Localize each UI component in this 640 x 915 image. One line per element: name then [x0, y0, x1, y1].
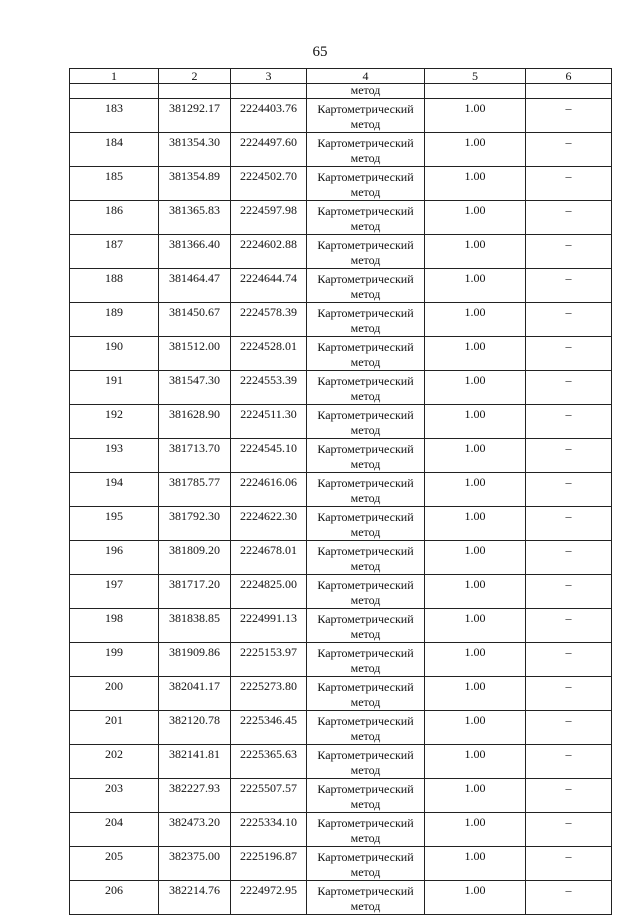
point-number-cell: 198	[70, 609, 159, 643]
y-coordinate-cell: 2225346.45	[231, 711, 307, 745]
table-row	[70, 133, 612, 167]
note-cell: –	[526, 99, 612, 133]
x-coordinate-cell: 382227.93	[159, 779, 231, 813]
y-coordinate-cell: 2224678.01	[231, 541, 307, 575]
column-header-4: 4	[307, 69, 425, 84]
point-number-cell: 203	[70, 779, 159, 813]
continuation-text: метод	[307, 84, 425, 99]
accuracy-cell: 1.00	[425, 439, 526, 473]
x-coordinate-cell: 382214.76	[159, 881, 231, 915]
table-row	[70, 235, 612, 269]
note-cell: –	[526, 609, 612, 643]
continuation-row	[70, 84, 612, 99]
x-coordinate-cell: 381464.47	[159, 269, 231, 303]
note-cell: –	[526, 473, 612, 507]
table-row	[70, 439, 612, 473]
method-cell: Картометрический метод	[307, 473, 425, 507]
x-coordinate-cell: 381354.30	[159, 133, 231, 167]
x-coordinate-cell: 381838.85	[159, 609, 231, 643]
accuracy-cell: 1.00	[425, 371, 526, 405]
y-coordinate-cell: 2225273.80	[231, 677, 307, 711]
accuracy-cell: 1.00	[425, 847, 526, 881]
point-number-cell: 184	[70, 133, 159, 167]
method-cell: Картометрический метод	[307, 609, 425, 643]
point-number-cell: 183	[70, 99, 159, 133]
note-cell: –	[526, 439, 612, 473]
accuracy-cell: 1.00	[425, 609, 526, 643]
table-row	[70, 575, 612, 609]
page-number: 65	[312, 44, 328, 60]
x-coordinate-cell: 382473.20	[159, 813, 231, 847]
y-coordinate-cell: 2224602.88	[231, 235, 307, 269]
table-row	[70, 745, 612, 779]
method-cell: Картометрический метод	[307, 711, 425, 745]
x-coordinate-cell: 382375.00	[159, 847, 231, 881]
accuracy-cell: 1.00	[425, 643, 526, 677]
x-coordinate-cell: 382041.17	[159, 677, 231, 711]
note-cell: –	[526, 235, 612, 269]
note-cell: –	[526, 643, 612, 677]
table-row	[70, 405, 612, 439]
x-coordinate-cell: 381909.86	[159, 643, 231, 677]
x-coordinate-cell: 381365.83	[159, 201, 231, 235]
y-coordinate-cell: 2224597.98	[231, 201, 307, 235]
coordinates-table	[69, 68, 612, 915]
note-cell: –	[526, 133, 612, 167]
method-cell: Картометрический метод	[307, 439, 425, 473]
table-row	[70, 337, 612, 371]
table-row	[70, 167, 612, 201]
accuracy-cell: 1.00	[425, 779, 526, 813]
method-cell: Картометрический метод	[307, 779, 425, 813]
accuracy-cell: 1.00	[425, 337, 526, 371]
y-coordinate-cell: 2224616.06	[231, 473, 307, 507]
method-cell: Картометрический метод	[307, 541, 425, 575]
table-row	[70, 609, 612, 643]
note-cell: –	[526, 541, 612, 575]
note-cell: –	[526, 337, 612, 371]
accuracy-cell: 1.00	[425, 235, 526, 269]
accuracy-cell: 1.00	[425, 133, 526, 167]
x-coordinate-cell: 381292.17	[159, 99, 231, 133]
note-cell: –	[526, 167, 612, 201]
y-coordinate-cell: 2224511.30	[231, 405, 307, 439]
y-coordinate-cell: 2224502.70	[231, 167, 307, 201]
table-row	[70, 99, 612, 133]
table-row	[70, 643, 612, 677]
point-number-cell: 202	[70, 745, 159, 779]
accuracy-cell: 1.00	[425, 201, 526, 235]
accuracy-cell: 1.00	[425, 473, 526, 507]
table-row	[70, 677, 612, 711]
note-cell: –	[526, 269, 612, 303]
x-coordinate-cell: 381450.67	[159, 303, 231, 337]
table-row	[70, 847, 612, 881]
point-number-cell: 194	[70, 473, 159, 507]
method-cell: Картометрический метод	[307, 201, 425, 235]
method-cell: Картометрический метод	[307, 133, 425, 167]
method-cell: Картометрический метод	[307, 371, 425, 405]
x-coordinate-cell: 382141.81	[159, 745, 231, 779]
table-row	[70, 813, 612, 847]
point-number-cell: 190	[70, 337, 159, 371]
point-number-cell: 185	[70, 167, 159, 201]
point-number-cell: 191	[70, 371, 159, 405]
method-cell: Картометрический метод	[307, 405, 425, 439]
method-cell: Картометрический метод	[307, 575, 425, 609]
y-coordinate-cell: 2225334.10	[231, 813, 307, 847]
accuracy-cell: 1.00	[425, 813, 526, 847]
note-cell: –	[526, 881, 612, 915]
y-coordinate-cell: 2224497.60	[231, 133, 307, 167]
method-cell: Картометрический метод	[307, 643, 425, 677]
column-header-6: 6	[526, 69, 612, 84]
y-coordinate-cell: 2224644.74	[231, 269, 307, 303]
point-number-cell: 195	[70, 507, 159, 541]
y-coordinate-cell: 2225507.57	[231, 779, 307, 813]
x-coordinate-cell: 381354.89	[159, 167, 231, 201]
point-number-cell: 192	[70, 405, 159, 439]
method-cell: Картометрический метод	[307, 269, 425, 303]
y-coordinate-cell: 2224528.01	[231, 337, 307, 371]
method-cell: Картометрический метод	[307, 847, 425, 881]
note-cell: –	[526, 371, 612, 405]
point-number-cell: 187	[70, 235, 159, 269]
point-number-cell: 205	[70, 847, 159, 881]
accuracy-cell: 1.00	[425, 541, 526, 575]
y-coordinate-cell: 2224972.95	[231, 881, 307, 915]
table-row	[70, 541, 612, 575]
column-header-5: 5	[425, 69, 526, 84]
accuracy-cell: 1.00	[425, 99, 526, 133]
method-cell: Картометрический метод	[307, 337, 425, 371]
note-cell: –	[526, 201, 612, 235]
method-cell: Картометрический метод	[307, 99, 425, 133]
x-coordinate-cell: 381792.30	[159, 507, 231, 541]
method-cell: Картометрический метод	[307, 677, 425, 711]
note-cell: –	[526, 779, 612, 813]
note-cell: –	[526, 677, 612, 711]
x-coordinate-cell: 381809.20	[159, 541, 231, 575]
x-coordinate-cell: 381717.20	[159, 575, 231, 609]
table-row	[70, 371, 612, 405]
note-cell: –	[526, 303, 612, 337]
point-number-cell: 193	[70, 439, 159, 473]
y-coordinate-cell: 2224991.13	[231, 609, 307, 643]
point-number-cell: 189	[70, 303, 159, 337]
accuracy-cell: 1.00	[425, 167, 526, 201]
note-cell: –	[526, 745, 612, 779]
table-row	[70, 473, 612, 507]
accuracy-cell: 1.00	[425, 745, 526, 779]
note-cell: –	[526, 847, 612, 881]
table-row	[70, 507, 612, 541]
table-row	[70, 711, 612, 745]
accuracy-cell: 1.00	[425, 575, 526, 609]
accuracy-cell: 1.00	[425, 405, 526, 439]
point-number-cell: 204	[70, 813, 159, 847]
table-row	[70, 201, 612, 235]
y-coordinate-cell: 2224403.76	[231, 99, 307, 133]
accuracy-cell: 1.00	[425, 507, 526, 541]
x-coordinate-cell: 381785.77	[159, 473, 231, 507]
x-coordinate-cell: 381628.90	[159, 405, 231, 439]
x-coordinate-cell: 381547.30	[159, 371, 231, 405]
table-row	[70, 269, 612, 303]
method-cell: Картометрический метод	[307, 881, 425, 915]
table-row	[70, 779, 612, 813]
column-header-1: 1	[70, 69, 159, 84]
y-coordinate-cell: 2224578.39	[231, 303, 307, 337]
x-coordinate-cell: 381713.70	[159, 439, 231, 473]
point-number-cell: 188	[70, 269, 159, 303]
x-coordinate-cell: 382120.78	[159, 711, 231, 745]
x-coordinate-cell: 381512.00	[159, 337, 231, 371]
method-cell: Картометрический метод	[307, 813, 425, 847]
x-coordinate-cell: 381366.40	[159, 235, 231, 269]
y-coordinate-cell: 2224545.10	[231, 439, 307, 473]
accuracy-cell: 1.00	[425, 677, 526, 711]
y-coordinate-cell: 2224825.00	[231, 575, 307, 609]
note-cell: –	[526, 405, 612, 439]
accuracy-cell: 1.00	[425, 303, 526, 337]
note-cell: –	[526, 507, 612, 541]
method-cell: Картометрический метод	[307, 167, 425, 201]
y-coordinate-cell: 2225365.63	[231, 745, 307, 779]
accuracy-cell: 1.00	[425, 711, 526, 745]
point-number-cell: 199	[70, 643, 159, 677]
point-number-cell: 206	[70, 881, 159, 915]
y-coordinate-cell: 2224622.30	[231, 507, 307, 541]
method-cell: Картометрический метод	[307, 303, 425, 337]
y-coordinate-cell: 2225196.87	[231, 847, 307, 881]
column-header-3: 3	[231, 69, 307, 84]
accuracy-cell: 1.00	[425, 881, 526, 915]
method-cell: Картометрический метод	[307, 507, 425, 541]
column-header-2: 2	[159, 69, 231, 84]
point-number-cell: 201	[70, 711, 159, 745]
table-row	[70, 881, 612, 915]
y-coordinate-cell: 2224553.39	[231, 371, 307, 405]
note-cell: –	[526, 813, 612, 847]
point-number-cell: 197	[70, 575, 159, 609]
point-number-cell: 196	[70, 541, 159, 575]
y-coordinate-cell: 2225153.97	[231, 643, 307, 677]
point-number-cell: 186	[70, 201, 159, 235]
table-body	[70, 84, 612, 915]
method-cell: Картометрический метод	[307, 235, 425, 269]
accuracy-cell: 1.00	[425, 269, 526, 303]
table-row	[70, 303, 612, 337]
point-number-cell: 200	[70, 677, 159, 711]
note-cell: –	[526, 575, 612, 609]
method-cell: Картометрический метод	[307, 745, 425, 779]
note-cell: –	[526, 711, 612, 745]
table-header-row	[70, 69, 612, 84]
